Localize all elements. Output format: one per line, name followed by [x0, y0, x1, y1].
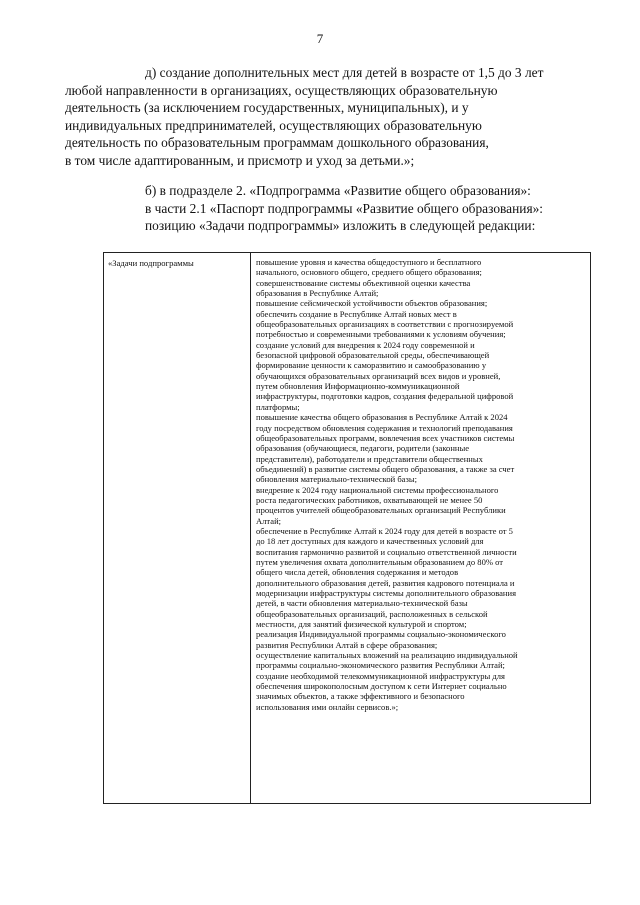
- table-value-line: путем увеличения охвата дополнительным образованием до 80% от: [256, 556, 503, 567]
- table-value-line: общего числа детей, обновления содержания и методов: [256, 567, 459, 578]
- table-value-line: создание условий для внедрения к 2024 году современной и: [256, 339, 475, 350]
- amendment-table: [103, 252, 591, 804]
- table-value-line: совершенствование системы объективной оценки качества: [256, 277, 471, 288]
- table-value-line: воспитания гармонично развитой и социально ответственной личности: [256, 546, 517, 557]
- table-label-cell: «Задачи подпрограммы: [104, 253, 251, 803]
- table-value-line: представители), работодатели и представители общественных: [256, 453, 483, 464]
- paragraph-line: индивидуальных предпринимателей, осуществляющих образовательную: [65, 117, 482, 133]
- paragraph-line: в части 2.1 «Паспорт подпрограммы «Развитие общего образования»:: [145, 200, 544, 216]
- table-value-line: начального, основного общего, среднего общего образования;: [256, 267, 482, 278]
- table-value-line: обновления материально-технической базы;: [256, 474, 417, 485]
- table-value-line: образования (обучающиеся, педагоги, родители (законные: [256, 443, 470, 454]
- paragraph-b: [145, 182, 595, 235]
- table-value-line: потребностью и современными требованиями к условиям обучения;: [256, 329, 506, 340]
- paragraph-line: д) создание дополнительных мест для детей в возрасте от 1,5 до 3 лет: [145, 65, 544, 80]
- table-value-line: году посредством обновления содержания и технологий преподавания: [256, 422, 513, 433]
- table-value-line: путем обновления Информационно-коммуникационной: [256, 381, 460, 392]
- table-value-line: использования ими онлайн сервисов.»;: [256, 701, 399, 712]
- table-value-line: обеспечения широкополосным доступом к сети Интернет социально: [256, 681, 507, 692]
- table-value-line: безопасной цифровой образовательной среды, обеспечивающей: [256, 350, 490, 361]
- table-value-line: детей, в части обновления материально-технической базы: [256, 598, 468, 609]
- table-value-line: повышение качества общего образования в Республике Алтай к 2024: [256, 412, 508, 423]
- table-value-line: осуществление капитальных вложений на реализацию индивидуальной: [256, 650, 518, 661]
- table-value-line: развития Республики Алтай в сфере образования;: [256, 639, 438, 650]
- paragraph-d: [65, 64, 595, 170]
- table-value-line: реализация Индивидуальной программы социально-экономического: [256, 629, 506, 640]
- table-value-line: инфраструктуры, подготовки кадров, создания федеральной цифровой: [256, 391, 514, 402]
- table-value-line: обеспечить создание в Республике Алтай новых мест в: [256, 308, 457, 319]
- table-value-line: создание необходимой телекоммуникационной инфраструктуры для: [256, 670, 505, 681]
- table-value-line: обучающихся образовательных организаций всех видов и уровней,: [256, 370, 501, 381]
- table-value-line: дополнительного образования детей, развития кадрового потенциала и: [256, 577, 515, 588]
- table-value-line: формирование ценности к саморазвитию и самообразованию у: [256, 360, 487, 371]
- table-value-line: платформы;: [256, 401, 300, 412]
- table-value-line: общеобразовательных организаций, расположенных в сельской: [256, 608, 488, 619]
- table-value-line: модернизации инфраструктуры системы дополнительного образования: [256, 588, 517, 598]
- table-value-line: до 18 лет доступных для каждого и качественных условий для: [256, 536, 484, 547]
- table-value-line: местности, для занятий физической культурой и спортом;: [256, 619, 467, 630]
- table-value-line: общеобразовательных организациях в соответствии с прогнозируемой: [256, 319, 514, 330]
- table-value-line: общеобразовательных программ, вовлечения всех участников системы: [256, 432, 515, 443]
- table-value-line: повышение уровня и качества общедоступного и бесплатного: [256, 257, 482, 267]
- table-value-line: Алтай;: [256, 515, 282, 526]
- table-value-cell: [256, 257, 587, 712]
- table-value-line: процентов учителей общеобразовательных организаций Республики: [256, 505, 506, 516]
- paragraph-line: позицию «Задачи подпрограммы» изложить в следующей редакции:: [145, 218, 536, 234]
- paragraph-line: б) в подразделе 2. «Подпрограмма «Развитие общего образования»:: [145, 183, 531, 198]
- table-value-line: роста педагогических работников, охватывающей не менее 50: [256, 494, 483, 505]
- table-value-line: значимых объектов, а также эффективного и безопасного: [256, 691, 465, 702]
- paragraph-line: любой направленности в организациях, осуществляющих образовательную: [65, 82, 498, 98]
- paragraph-line: в том числе адаптированным, и присмотр и уход за детьми.»;: [65, 152, 415, 168]
- table-value-line: внедрение к 2024 году национальной системы профессионального: [256, 484, 499, 495]
- table-value-line: повышение сейсмической устойчивости объектов образования;: [256, 298, 488, 309]
- table-value-line: образования в Республике Алтай;: [256, 288, 379, 299]
- table-value-line: обеспечение в Республике Алтай к 2024 году для детей в возрасте от 5: [256, 525, 513, 536]
- paragraph-line: деятельность (за исключением государственных, муниципальных), и у: [65, 100, 469, 116]
- paragraph-line: деятельность по образовательным программам дошкольного образования,: [65, 135, 489, 151]
- table-value-line: программы социально-экономического развития Республики Алтай;: [256, 660, 505, 671]
- table-value-line: объединений) в развитие системы общего образования, а также за счет: [256, 463, 515, 474]
- page-number: 7: [316, 31, 324, 46]
